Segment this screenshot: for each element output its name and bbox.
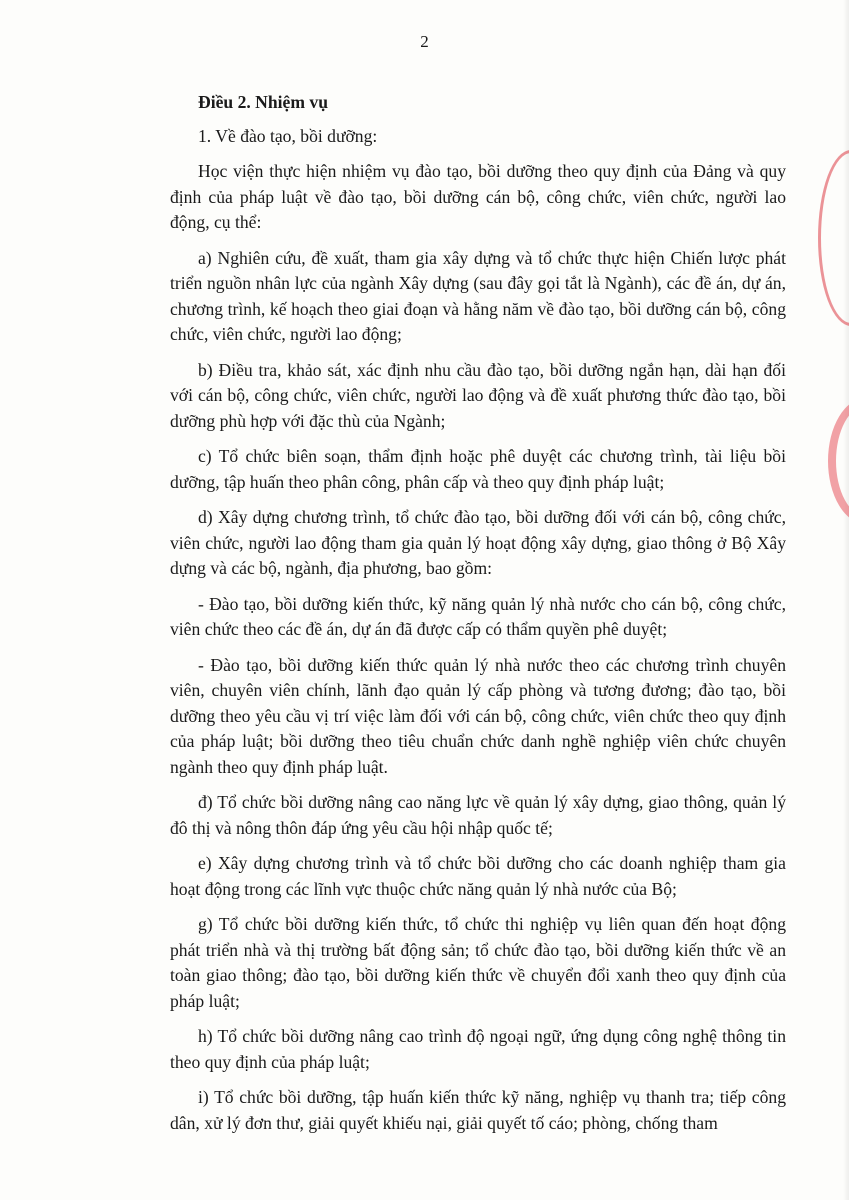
section-heading: 1. Về đào tạo, bồi dưỡng: [198, 125, 378, 146]
item-a: a) Nghiên cứu, đề xuất, tham gia xây dựng và tổ chức thực hiện Chiến lược phát triển nguồn nhân lực của ngành Xây dựng (sau đây gọi tắt là Ngành), các đề án, dự án, chương trình, kế hoạch theo giai đoạn và hằng năm về đào tạo, bồi dưỡng cán bộ, công chức, viên chức, người lao động; [170, 247, 786, 344]
item-dd: đ) Tổ chức bồi dưỡng nâng cao năng lực về quản lý xây dựng, giao thông, quản lý đô thị và nông thôn đáp ứng yêu cầu hội nhập quốc tế; [170, 792, 786, 838]
item-d: d) Xây dựng chương trình, tổ chức đào tạo, bồi dưỡng đối với cán bộ, công chức, viên chức, người lao động tham gia quản lý hoạt động xây dựng, giao thông ở Bộ Xây dựng và các bộ, ngành, địa phương, bao gồm: [170, 507, 786, 578]
item-d-bullet-1: - Đào tạo, bồi dưỡng kiến thức, kỹ năng quản lý nhà nước cho cán bộ, công chức, viên chức theo các đề án, dự án đã được cấp có thẩm quyền phê duyệt; [170, 593, 786, 639]
article-heading: Điều 2. Nhiệm vụ [198, 92, 329, 112]
page-number: 2 [420, 32, 429, 51]
item-g: g) Tổ chức bồi dưỡng kiến thức, tổ chức thi nghiệp vụ liên quan đến hoạt động phát triển nhà và thị trường bất động sản; tổ chức đào tạo, bồi dưỡng kiến thức về an toàn giao thông; đào tạo, bồi dưỡng kiến thức về chuyển đổi xanh theo quy định của pháp luật; [170, 914, 786, 1011]
item-d-bullet-2: - Đào tạo, bồi dưỡng kiến thức quản lý nhà nước theo các chương trình chuyên viên, chuyên viên chính, lãnh đạo quản lý cấp phòng và tương đương; đào tạo, bồi dưỡng theo yêu cầu vị trí việc làm đối với cán bộ, công chức, viên chức theo quy định của pháp luật; bồi dưỡng theo tiêu chuẩn chức danh nghề nghiệp viên chức chuyên ngành theo quy định pháp luật. [170, 654, 786, 777]
item-h: h) Tổ chức bồi dưỡng nâng cao trình độ ngoại ngữ, ứng dụng công nghệ thông tin theo quy định của pháp luật; [170, 1026, 786, 1072]
item-e: e) Xây dựng chương trình và tổ chức bồi dưỡng cho các doanh nghiệp tham gia hoạt động trong các lĩnh vực thuộc chức năng quản lý nhà nước của Bộ; [170, 853, 786, 899]
item-b: b) Điều tra, khảo sát, xác định nhu cầu đào tạo, bồi dưỡng ngắn hạn, dài hạn đối với cán bộ, công chức, viên chức, người lao động và đề xuất phương thức đào tạo, bồi dưỡng phù hợp với đặc thù của Ngành; [170, 359, 786, 431]
red-seal-fragment-top [818, 150, 849, 326]
document-body [170, 90, 786, 1136]
red-seal-fragment-middle [828, 398, 849, 524]
item-i: i) Tổ chức bồi dưỡng, tập huấn kiến thức kỹ năng, nghiệp vụ thanh tra; tiếp công dân, xử lý đơn thư, giải quyết khiếu nại, giải quyết tố cáo; phòng, chống tham [170, 1087, 786, 1133]
intro-paragraph: Học viện thực hiện nhiệm vụ đào tạo, bồi dưỡng theo quy định của Đảng và quy định của pháp luật về đào tạo, bồi dưỡng cán bộ, công chức, viên chức, người lao động, cụ thể: [170, 161, 786, 232]
item-c: c) Tổ chức biên soạn, thẩm định hoặc phê duyệt các chương trình, tài liệu bồi dưỡng, tập huấn theo phân công, phân cấp và theo quy định pháp luật; [170, 446, 786, 492]
